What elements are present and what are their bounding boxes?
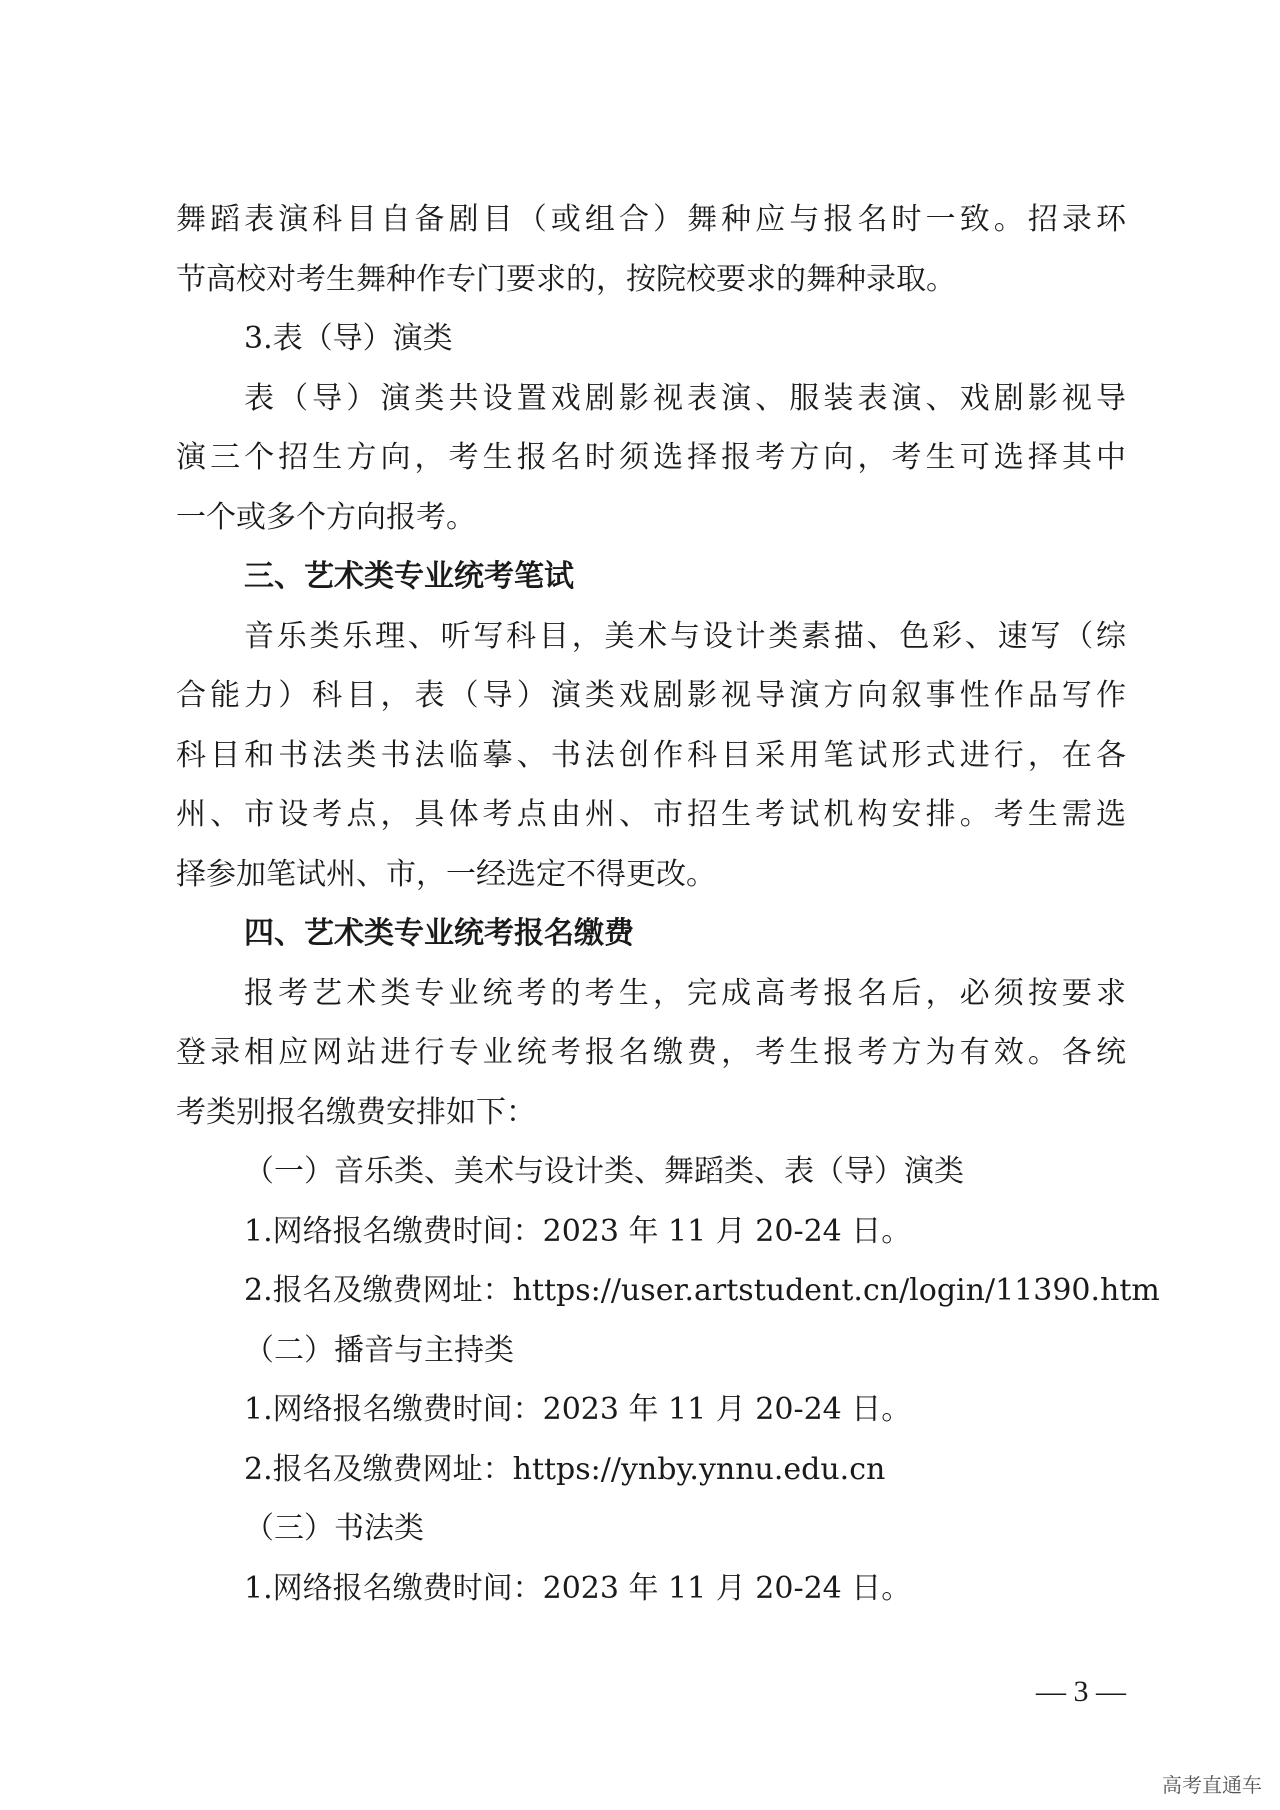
text-line: 舞蹈表演科目自备剧目（或组合）舞种应与报名时一致。招录环 [176,202,1126,237]
text-line: 3.表（导）演类 [244,321,453,356]
text-line: 合能力）科目，表（导）演类戏剧影视导演方向叙事性作品写作 [176,678,1126,713]
text-line: 1.网络报名缴费时间：2023 年 11 月 20-24 日。 [244,1392,912,1427]
text-line: 1.网络报名缴费时间：2023 年 11 月 20-24 日。 [244,1213,912,1249]
text-line: 表（导）演类共设置戏剧影视表演、服装表演、戏剧影视导 [244,380,1126,416]
text-line: 2.报名及缴费网址：https://ynby.ynnu.edu.cn [244,1451,886,1487]
text-line: 2.报名及缴费网址：https://user.artstudent.cn/login/11390.htm [244,1273,1160,1308]
watermark: 高考直通车 [1162,1773,1262,1797]
text-line: 一个或多个方向报考。 [176,499,476,535]
text-line: （二）播音与主持类 [244,1332,514,1368]
text-line: 节高校对考生舞种作专门要求的，按院校要求的舞种录取。 [176,261,956,297]
text-line: 1.网络报名缴费时间：2023 年 11 月 20-24 日。 [244,1570,912,1606]
text-line: 四、艺术类专业统考报名缴费 [244,916,634,951]
text-line: 择参加笔试州、市，一经选定不得更改。 [176,856,716,892]
text-line: （三）书法类 [244,1511,424,1546]
page-number: — 3 — [1036,1675,1126,1708]
document-body [176,190,1160,1618]
text-line: 登录相应网站进行专业统考报名缴费，考生报考方为有效。各统 [176,1035,1126,1070]
text-line: 报考艺术类专业统考的考生，完成高考报名后，必须按要求 [244,975,1126,1011]
text-line: 演三个招生方向，考生报名时须选择报考方向，考生可选择其中 [176,440,1126,475]
text-line: 科目和书法类书法临摹、书法创作科目采用笔试形式进行，在各 [176,737,1126,773]
text-line: 音乐类乐理、听写科目，美术与设计类素描、色彩、速写（综 [244,618,1126,654]
text-line: 州、市设考点，具体考点由州、市招生考试机构安排。考生需选 [176,797,1126,832]
text-line: （一）音乐类、美术与设计类、舞蹈类、表（导）演类 [244,1154,964,1189]
text-line: 考类别报名缴费安排如下： [176,1094,536,1130]
text-line: 三、艺术类专业统考笔试 [244,559,574,594]
